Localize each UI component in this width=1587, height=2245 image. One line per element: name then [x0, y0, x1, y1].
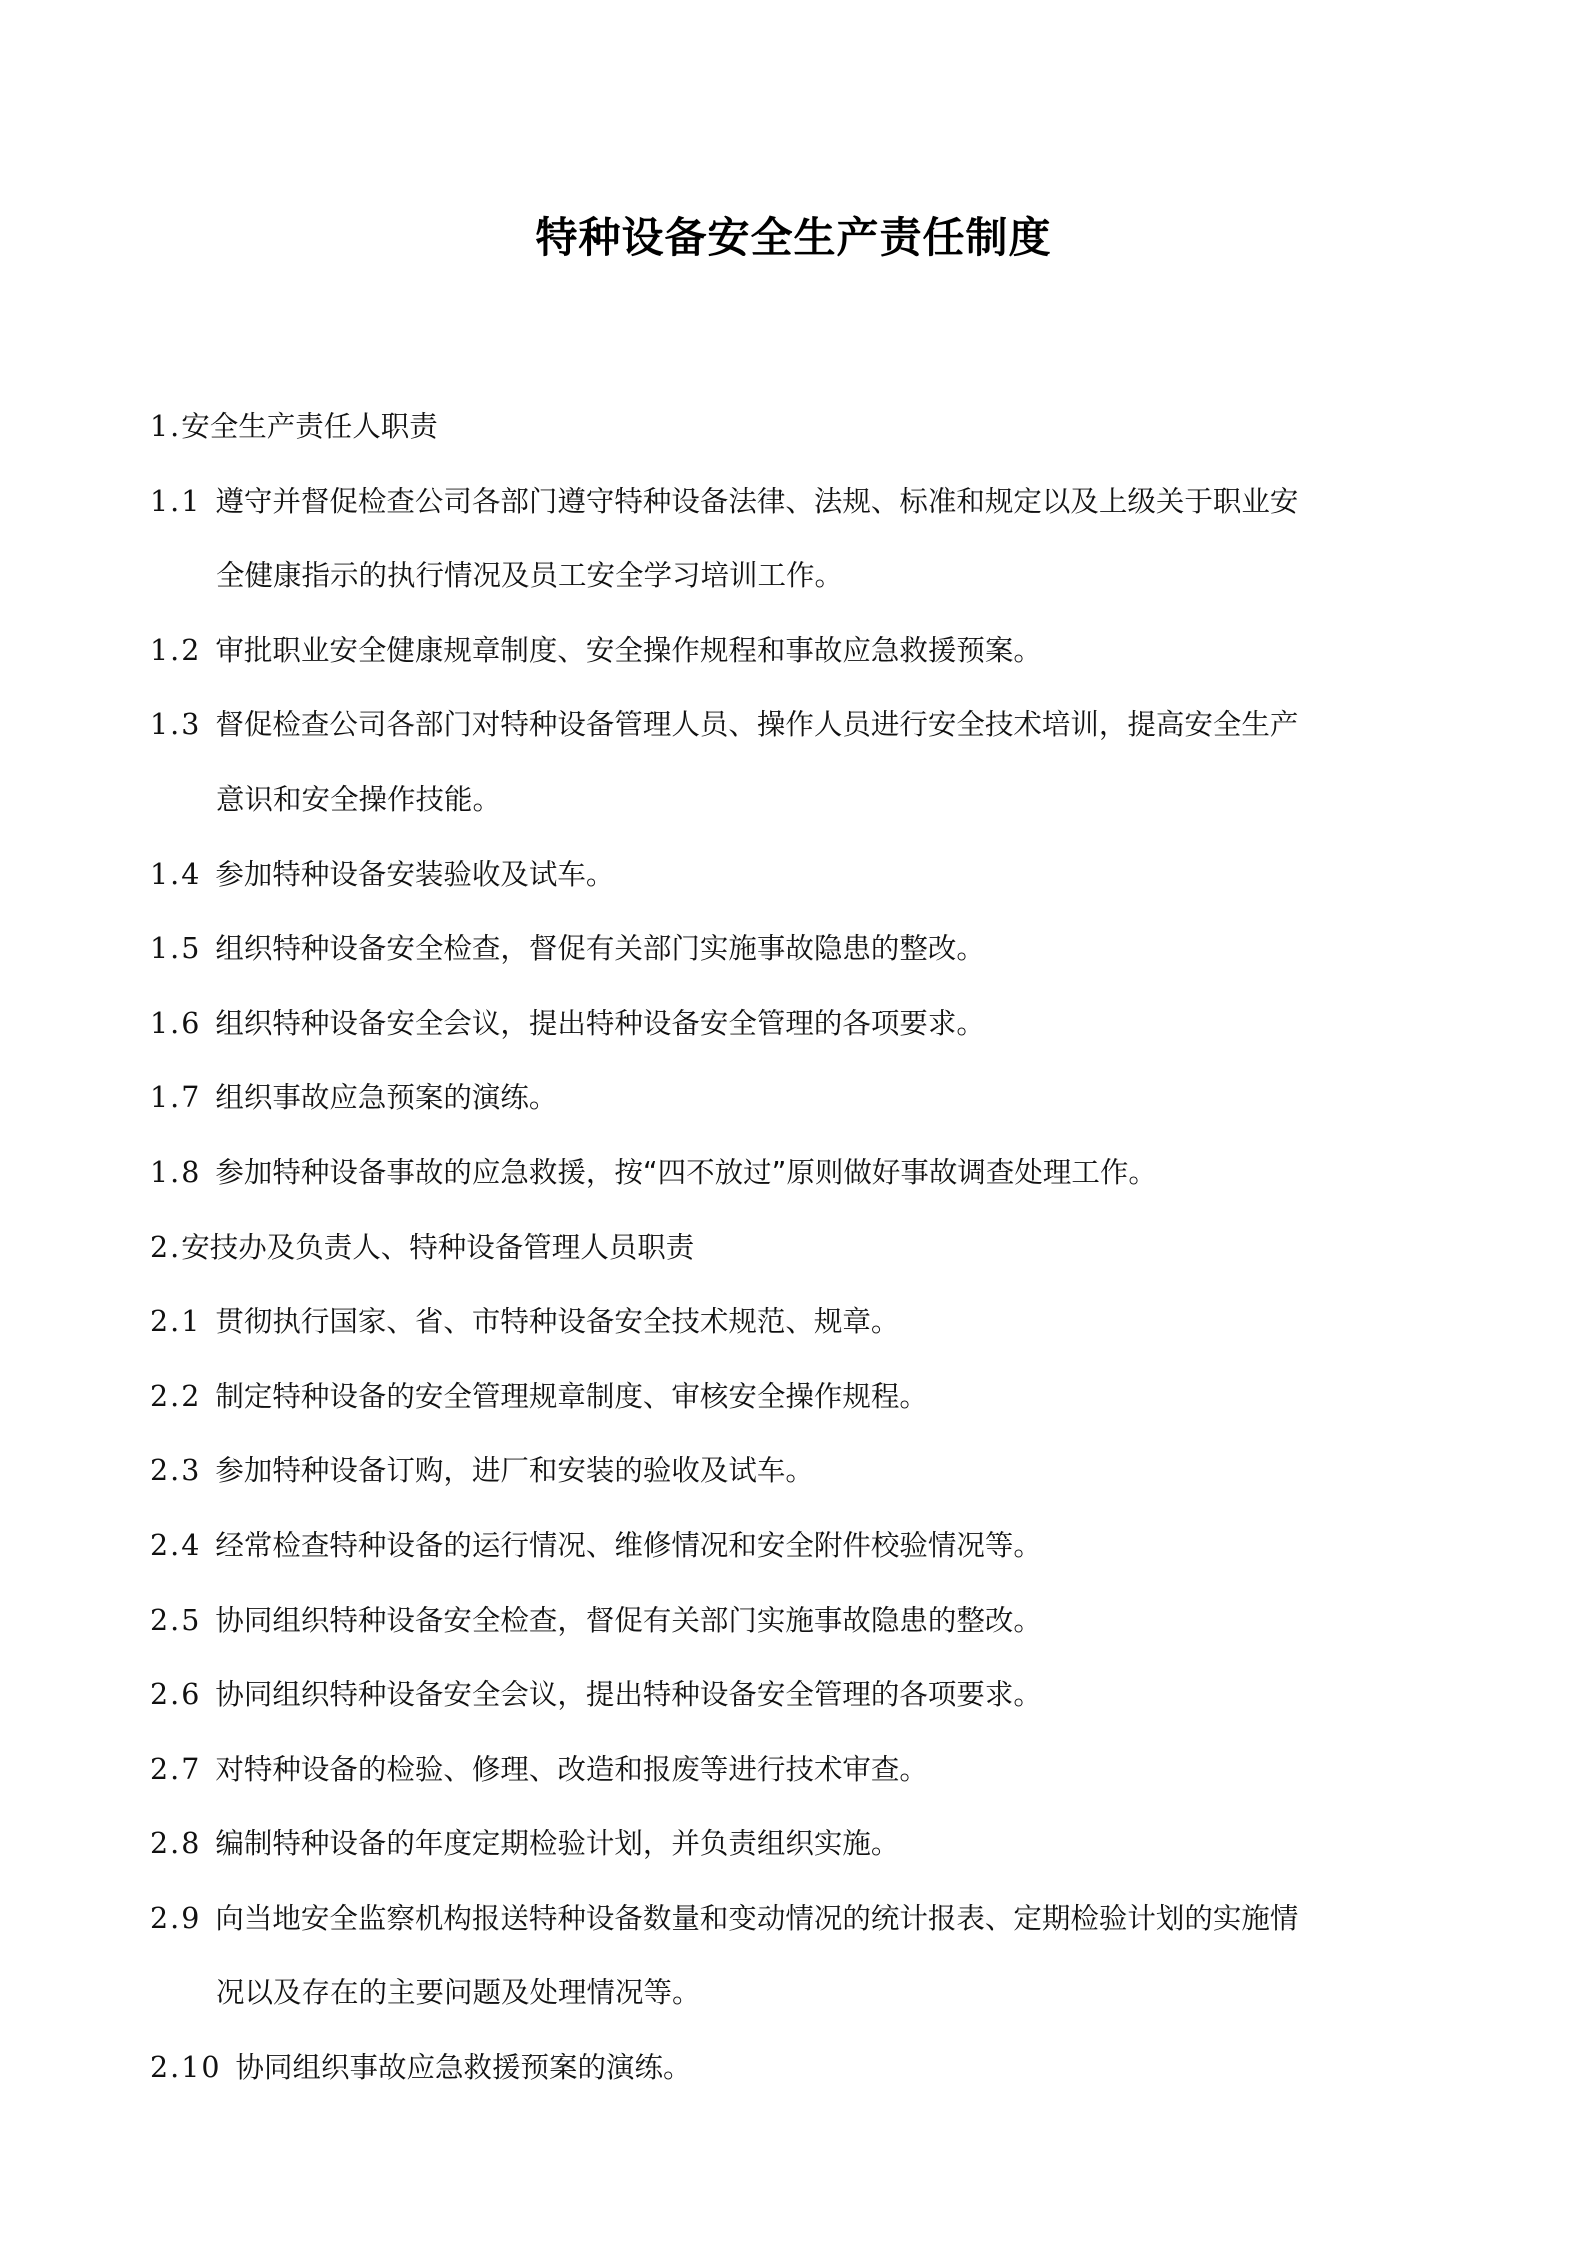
clause-text: 参加特种设备安装验收及试车。: [215, 857, 615, 891]
clause-number: 2.3: [150, 1454, 202, 1488]
clause-paragraph: [150, 2031, 1445, 2106]
clause-number: 2.8: [150, 1827, 202, 1861]
clause-paragraph: [150, 1584, 1445, 1659]
clause-text: 组织特种设备安全检查，督促有关部门实施事故隐患的整改。: [215, 932, 985, 966]
document-body: [150, 390, 1445, 2106]
clause-text: 经常检查特种设备的运行情况、维修情况和安全附件校验情况等。: [215, 1528, 1042, 1562]
clause-text: 组织事故应急预案的演练。: [215, 1081, 558, 1115]
section-heading: [150, 390, 1445, 465]
clause-text: 编制特种设备的年度定期检验计划，并负责组织实施。: [215, 1827, 900, 1861]
clause-paragraph: [150, 1136, 1445, 1211]
paragraph-continuation: [150, 763, 1445, 838]
clause-text: 协同组织特种设备安全检查，督促有关部门实施事故隐患的整改。: [215, 1603, 1042, 1637]
clause-paragraph: [150, 1360, 1445, 1435]
clause-text: 遵守并督促检查公司各部门遵守特种设备法律、法规、标准和规定以及上级关于职业安: [215, 484, 1299, 518]
clause-paragraph: [150, 1434, 1445, 1509]
clause-text: 参加特种设备订购，进厂和安装的验收及试车。: [215, 1454, 814, 1488]
clause-number: 1.5: [150, 932, 202, 966]
clause-text: 安技办及负责人、特种设备管理人员职责: [181, 1230, 695, 1264]
clause-number: 1.4: [150, 857, 202, 891]
clause-number: 2.6: [150, 1678, 202, 1712]
clause-text: 组织特种设备安全会议，提出特种设备安全管理的各项要求。: [215, 1006, 985, 1040]
clause-paragraph: [150, 1285, 1445, 1360]
clause-paragraph: [150, 838, 1445, 913]
paragraph-continuation: [150, 1956, 1445, 2031]
clause-text: 全健康指示的执行情况及员工安全学习培训工作。: [216, 559, 844, 593]
clause-number: 2.5: [150, 1603, 202, 1637]
clause-number: 1.6: [150, 1006, 202, 1040]
clause-paragraph: [150, 912, 1445, 987]
clause-number: 2.7: [150, 1752, 202, 1786]
clause-number: 2.: [150, 1230, 182, 1264]
clause-number: 1.7: [150, 1081, 202, 1115]
clause-paragraph: [150, 1061, 1445, 1136]
clause-text: 向当地安全监察机构报送特种设备数量和变动情况的统计报表、定期检验计划的实施情: [215, 1901, 1299, 1935]
clause-text: 协同组织特种设备安全会议，提出特种设备安全管理的各项要求。: [215, 1678, 1042, 1712]
document-title: 特种设备安全生产责任制度: [535, 213, 1052, 262]
clause-number: 1.2: [150, 633, 202, 667]
clause-paragraph: [150, 1807, 1445, 1882]
clause-number: 2.1: [150, 1305, 202, 1339]
clause-paragraph: [150, 987, 1445, 1062]
clause-text: 制定特种设备的安全管理规章制度、审核安全操作规程。: [215, 1379, 928, 1413]
clause-paragraph: [150, 1733, 1445, 1808]
clause-number: 1.: [150, 410, 182, 443]
clause-paragraph: [150, 614, 1445, 689]
clause-number: 1.8: [150, 1155, 202, 1189]
clause-text: 参加特种设备事故的应急救援，按“四不放过”原则做好事故调查处理工作。: [215, 1155, 1157, 1189]
clause-paragraph: [150, 688, 1445, 763]
section-heading: [150, 1211, 1445, 1286]
clause-paragraph: [150, 1658, 1445, 1733]
clause-text: 对特种设备的检验、修理、改造和报废等进行技术审查。: [215, 1752, 928, 1786]
paragraph-continuation: [150, 539, 1445, 614]
clause-text: 安全生产责任人职责: [181, 410, 438, 443]
clause-number: 1.1: [150, 484, 202, 518]
clause-paragraph: [150, 1882, 1445, 1957]
clause-number: 2.9: [150, 1901, 202, 1935]
clause-paragraph: [150, 1509, 1445, 1584]
clause-text: 况以及存在的主要问题及处理情况等。: [216, 1976, 701, 2010]
clause-paragraph: [150, 465, 1445, 540]
clause-text: 意识和安全操作技能。: [216, 782, 502, 816]
clause-number: 2.2: [150, 1379, 202, 1413]
clause-number: 1.3: [150, 708, 202, 742]
clause-text: 审批职业安全健康规章制度、安全操作规程和事故应急救援预案。: [215, 633, 1042, 667]
clause-text: 督促检查公司各部门对特种设备管理人员、操作人员进行安全技术培训，提高安全生产: [215, 708, 1299, 742]
clause-number: 2.10: [150, 2051, 222, 2085]
clause-number: 2.4: [150, 1528, 202, 1562]
clause-text: 贯彻执行国家、省、市特种设备安全技术规范、规章。: [215, 1305, 900, 1339]
clause-text: 协同组织事故应急救援预案的演练。: [235, 2051, 692, 2085]
